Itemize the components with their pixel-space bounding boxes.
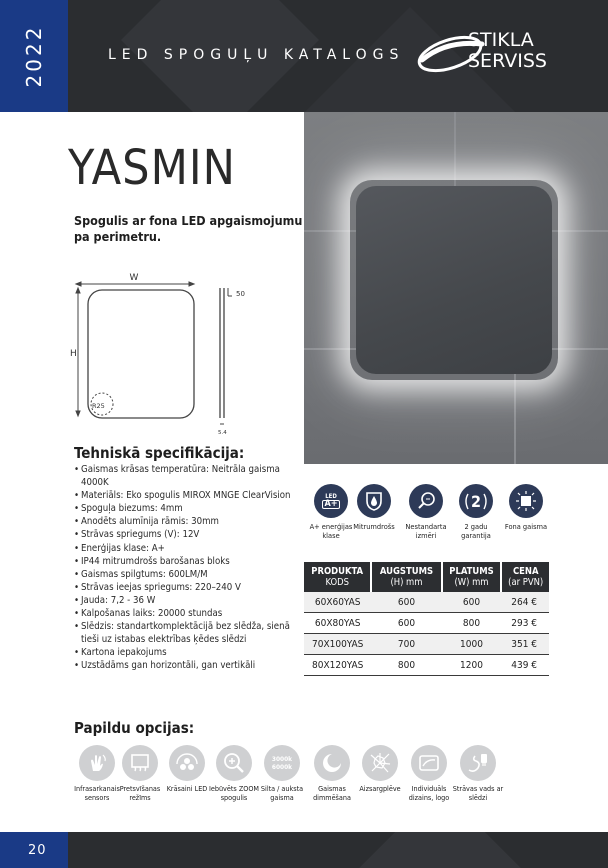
page-footer: [0, 832, 608, 868]
feature-custom-size: [401, 484, 451, 540]
cell-price: 351 €: [501, 634, 549, 655]
col-header-width: PLATUMS (W) mm: [442, 562, 502, 592]
option-power-cord: [449, 745, 507, 802]
spec-item: • Gaismas krāsas temperatūra: Neitrāla gaisma 4000K: [74, 463, 306, 489]
cell-height: 600: [371, 613, 441, 634]
rgb-led-icon: [169, 745, 205, 781]
specs-title: Tehniskā specifikācija:: [74, 444, 245, 462]
spec-item: • Strāvas spriegums (V): 12V: [74, 528, 306, 541]
dim-thickness-label: 5.4: [218, 430, 227, 436]
page-header: [0, 0, 608, 112]
cell-width: 1000: [442, 634, 502, 655]
page-number: 20: [28, 843, 47, 858]
color-temperature-icon: [264, 745, 300, 781]
footer-decor-tile: [355, 832, 525, 868]
table-row: [304, 655, 549, 676]
option-label: Pretsvīšanas režīms: [119, 784, 161, 802]
product-photo: [304, 112, 608, 464]
spec-item: • IP44 mitrumdrošs barošanas bloks: [74, 555, 306, 568]
feature-warranty: [451, 484, 501, 540]
backlight-icon: [509, 484, 543, 518]
col-header-code: PRODUKTA KODS: [304, 562, 371, 592]
cell-height: 700: [371, 634, 441, 655]
cell-width: 800: [442, 613, 502, 634]
option-label: Strāvas vads ar slēdzi: [452, 784, 504, 802]
logo-line-2: SERVISS: [468, 50, 547, 72]
temp-cold-glyph: 6000k: [271, 763, 293, 771]
price-table: [304, 562, 549, 676]
spec-item: • Strāvas ieejas spriegums: 220–240 V: [74, 581, 306, 594]
specs-list: [74, 463, 306, 673]
option-label: Gaismas dimmēšana: [313, 784, 351, 802]
col-header-height: AUGSTUMS (H) mm: [371, 562, 441, 592]
cell-width: 1200: [442, 655, 502, 676]
warranty-glyph: 2: [470, 491, 481, 511]
anti-fog-icon: [122, 745, 158, 781]
dim-depth-label: 50: [236, 290, 245, 298]
led-energy-icon: [314, 484, 348, 518]
spec-item: • Gaismas spilgtums: 600LM/M: [74, 568, 306, 581]
product-subtitle: Spogulis ar fona LED apgaismojumu pa perimetru.: [74, 213, 303, 244]
cell-price: 439 €: [501, 655, 549, 676]
custom-size-icon: [409, 484, 443, 518]
options-title: Papildu opcijas:: [74, 719, 195, 737]
table-header-row: [304, 562, 549, 592]
temp-warm-glyph: 3000k: [271, 755, 293, 763]
feature-label: Mitrumdrošs: [353, 522, 395, 531]
custom-design-icon: [411, 745, 447, 781]
table-row: [304, 634, 549, 655]
option-label: Aizsargplēve: [359, 784, 401, 793]
cell-price: 264 €: [501, 592, 549, 613]
product-title: YASMIN: [68, 140, 236, 196]
spec-item: • Spoguļa biezums: 4mm: [74, 502, 306, 515]
logo-line-1: STIKLA: [468, 29, 534, 51]
option-label: Silta / auksta gaisma: [260, 784, 304, 802]
page-number-box: [0, 832, 68, 868]
feature-label: Nestandarta izmēri: [405, 522, 447, 540]
option-label: Individuāls dizains, logo: [408, 784, 450, 802]
table-row: [304, 613, 549, 634]
feature-backlight: [501, 484, 551, 531]
shatter-film-icon: [362, 745, 398, 781]
energy-glyph: A+: [324, 499, 338, 509]
warranty-icon: [459, 484, 493, 518]
spec-item: • Jauda: 7,2 - 36 W: [74, 594, 306, 607]
cell-height: 600: [371, 592, 441, 613]
dim-radius-label: R25: [92, 402, 105, 410]
year-label: 2022: [22, 24, 46, 88]
year-box: [0, 0, 68, 112]
spec-item: • Uzstādāms gan horizontāli, gan vertikāli: [74, 659, 306, 672]
feature-label: Fona gaisma: [504, 522, 548, 531]
led-glyph: LED: [325, 493, 337, 500]
cell-height: 800: [371, 655, 441, 676]
dim-width-label: W: [129, 273, 139, 283]
spec-item: • Kartona iepakojums: [74, 646, 306, 659]
cell-price: 293 €: [501, 613, 549, 634]
water-drop-icon: [357, 484, 391, 518]
mirror-image: [356, 186, 552, 374]
feature-label: 2 gadu garantija: [461, 522, 491, 540]
dimmer-icon: [314, 745, 350, 781]
spec-item: • Enerģijas klase: A+: [74, 542, 306, 555]
cell-code: 60X80YAS: [304, 613, 371, 634]
catalog-title: LED SPOGUĻU KATALOGS: [108, 47, 405, 63]
logo-text: [468, 30, 547, 72]
cell-width: 600: [442, 592, 502, 613]
zoom-mirror-icon: [216, 745, 252, 781]
col-header-price: CENA (ar PVN): [501, 562, 549, 592]
spec-item: • Kalpošanas laiks: 20000 stundas: [74, 607, 306, 620]
power-cord-icon: [460, 745, 496, 781]
option-label: Krāsaini LED: [166, 784, 208, 793]
feature-label: A+ enerģijas klase: [309, 522, 353, 540]
spec-item: • Materiāls: Eko spogulis MIROX MNGE ClearVision: [74, 489, 306, 502]
option-label: Infrasarkanais sensors: [74, 784, 120, 802]
feature-moisture-proof: [349, 484, 399, 531]
spec-item: • Slēdzis: standartkomplektācijā bez slēdža, sienā tieši uz istabas elektrības ķēdes slēdzi: [74, 620, 306, 646]
hand-wave-sensor-icon: [79, 745, 115, 781]
table-row: [304, 592, 549, 613]
dim-height-label: H: [70, 349, 77, 359]
spec-item: • Anodēts alumīnija rāmis: 30mm: [74, 515, 306, 528]
cell-code: 80X120YAS: [304, 655, 371, 676]
technical-drawing: [68, 266, 258, 438]
cell-code: 60X60YAS: [304, 592, 371, 613]
option-label: Iebūvēts ZOOM spogulis: [208, 784, 260, 802]
cell-code: 70X100YAS: [304, 634, 371, 655]
